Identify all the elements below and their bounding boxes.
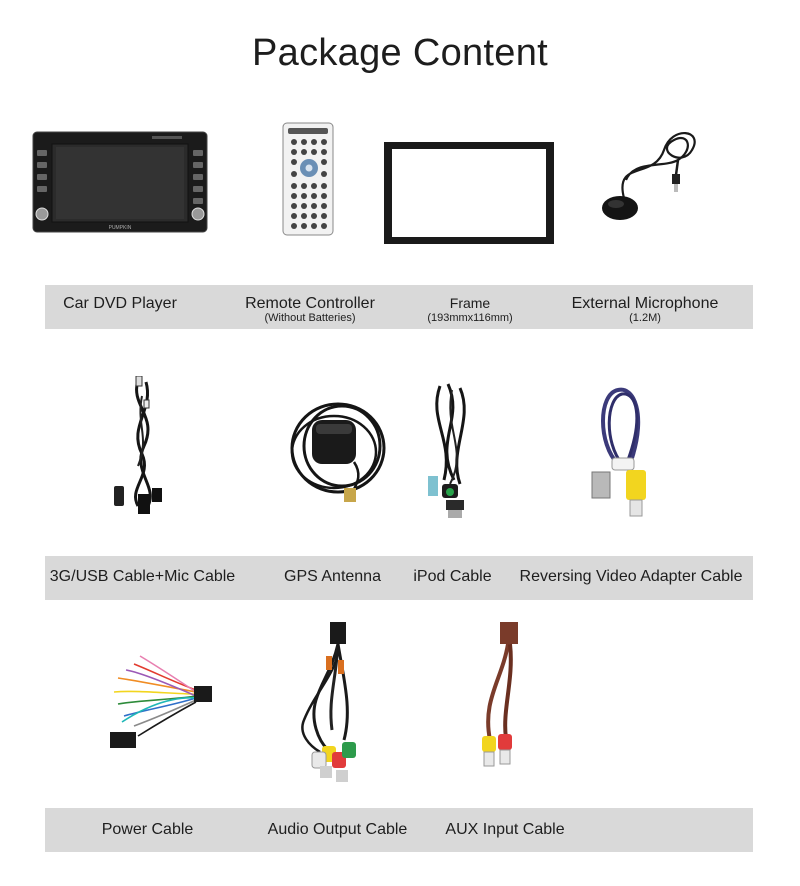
item-label-audio-output-cable: Audio Output Cable <box>267 821 408 838</box>
gps-antenna-image <box>284 382 394 508</box>
item-sublabel-external-microphone: (1.2M) <box>629 312 661 324</box>
item-label-car-dvd-player: Car DVD Player <box>63 295 177 312</box>
brand-logo: PUMPKIN <box>108 225 132 231</box>
aux-input-cable-image <box>462 620 532 772</box>
item-sublabel-remote-controller: (Without Batteries) <box>264 312 356 324</box>
item-label-ipod-cable: iPod Cable <box>413 568 492 585</box>
reversing-video-adapter-image <box>588 384 658 520</box>
item-label-power-cable: Power Cable <box>101 821 194 838</box>
item-label-aux-input-cable: AUX Input Cable <box>445 821 565 838</box>
page-title: Package Content <box>251 32 549 74</box>
frame-image <box>382 140 556 246</box>
usb-mic-cable-image <box>108 376 178 520</box>
item-label-frame: Frame <box>449 295 491 311</box>
remote-controller-image <box>282 122 334 236</box>
external-microphone-image <box>594 120 704 226</box>
item-label-gps-antenna: GPS Antenna <box>284 568 381 585</box>
item-sublabel-frame: (193mmx116mm) <box>427 312 513 324</box>
item-label-reversing-video-adapter: Reversing Video Adapter Cable <box>519 568 743 585</box>
item-label-external-microphone: External Microphone <box>571 295 719 312</box>
item-label-remote-controller: Remote Controller <box>245 295 375 312</box>
audio-output-cable-image <box>292 620 376 786</box>
car-dvd-player-image <box>32 128 208 234</box>
ipod-cable-image <box>424 380 484 520</box>
power-cable-image <box>104 652 216 756</box>
item-label-usb-mic-cable: 3G/USB Cable+Mic Cable <box>49 568 236 585</box>
